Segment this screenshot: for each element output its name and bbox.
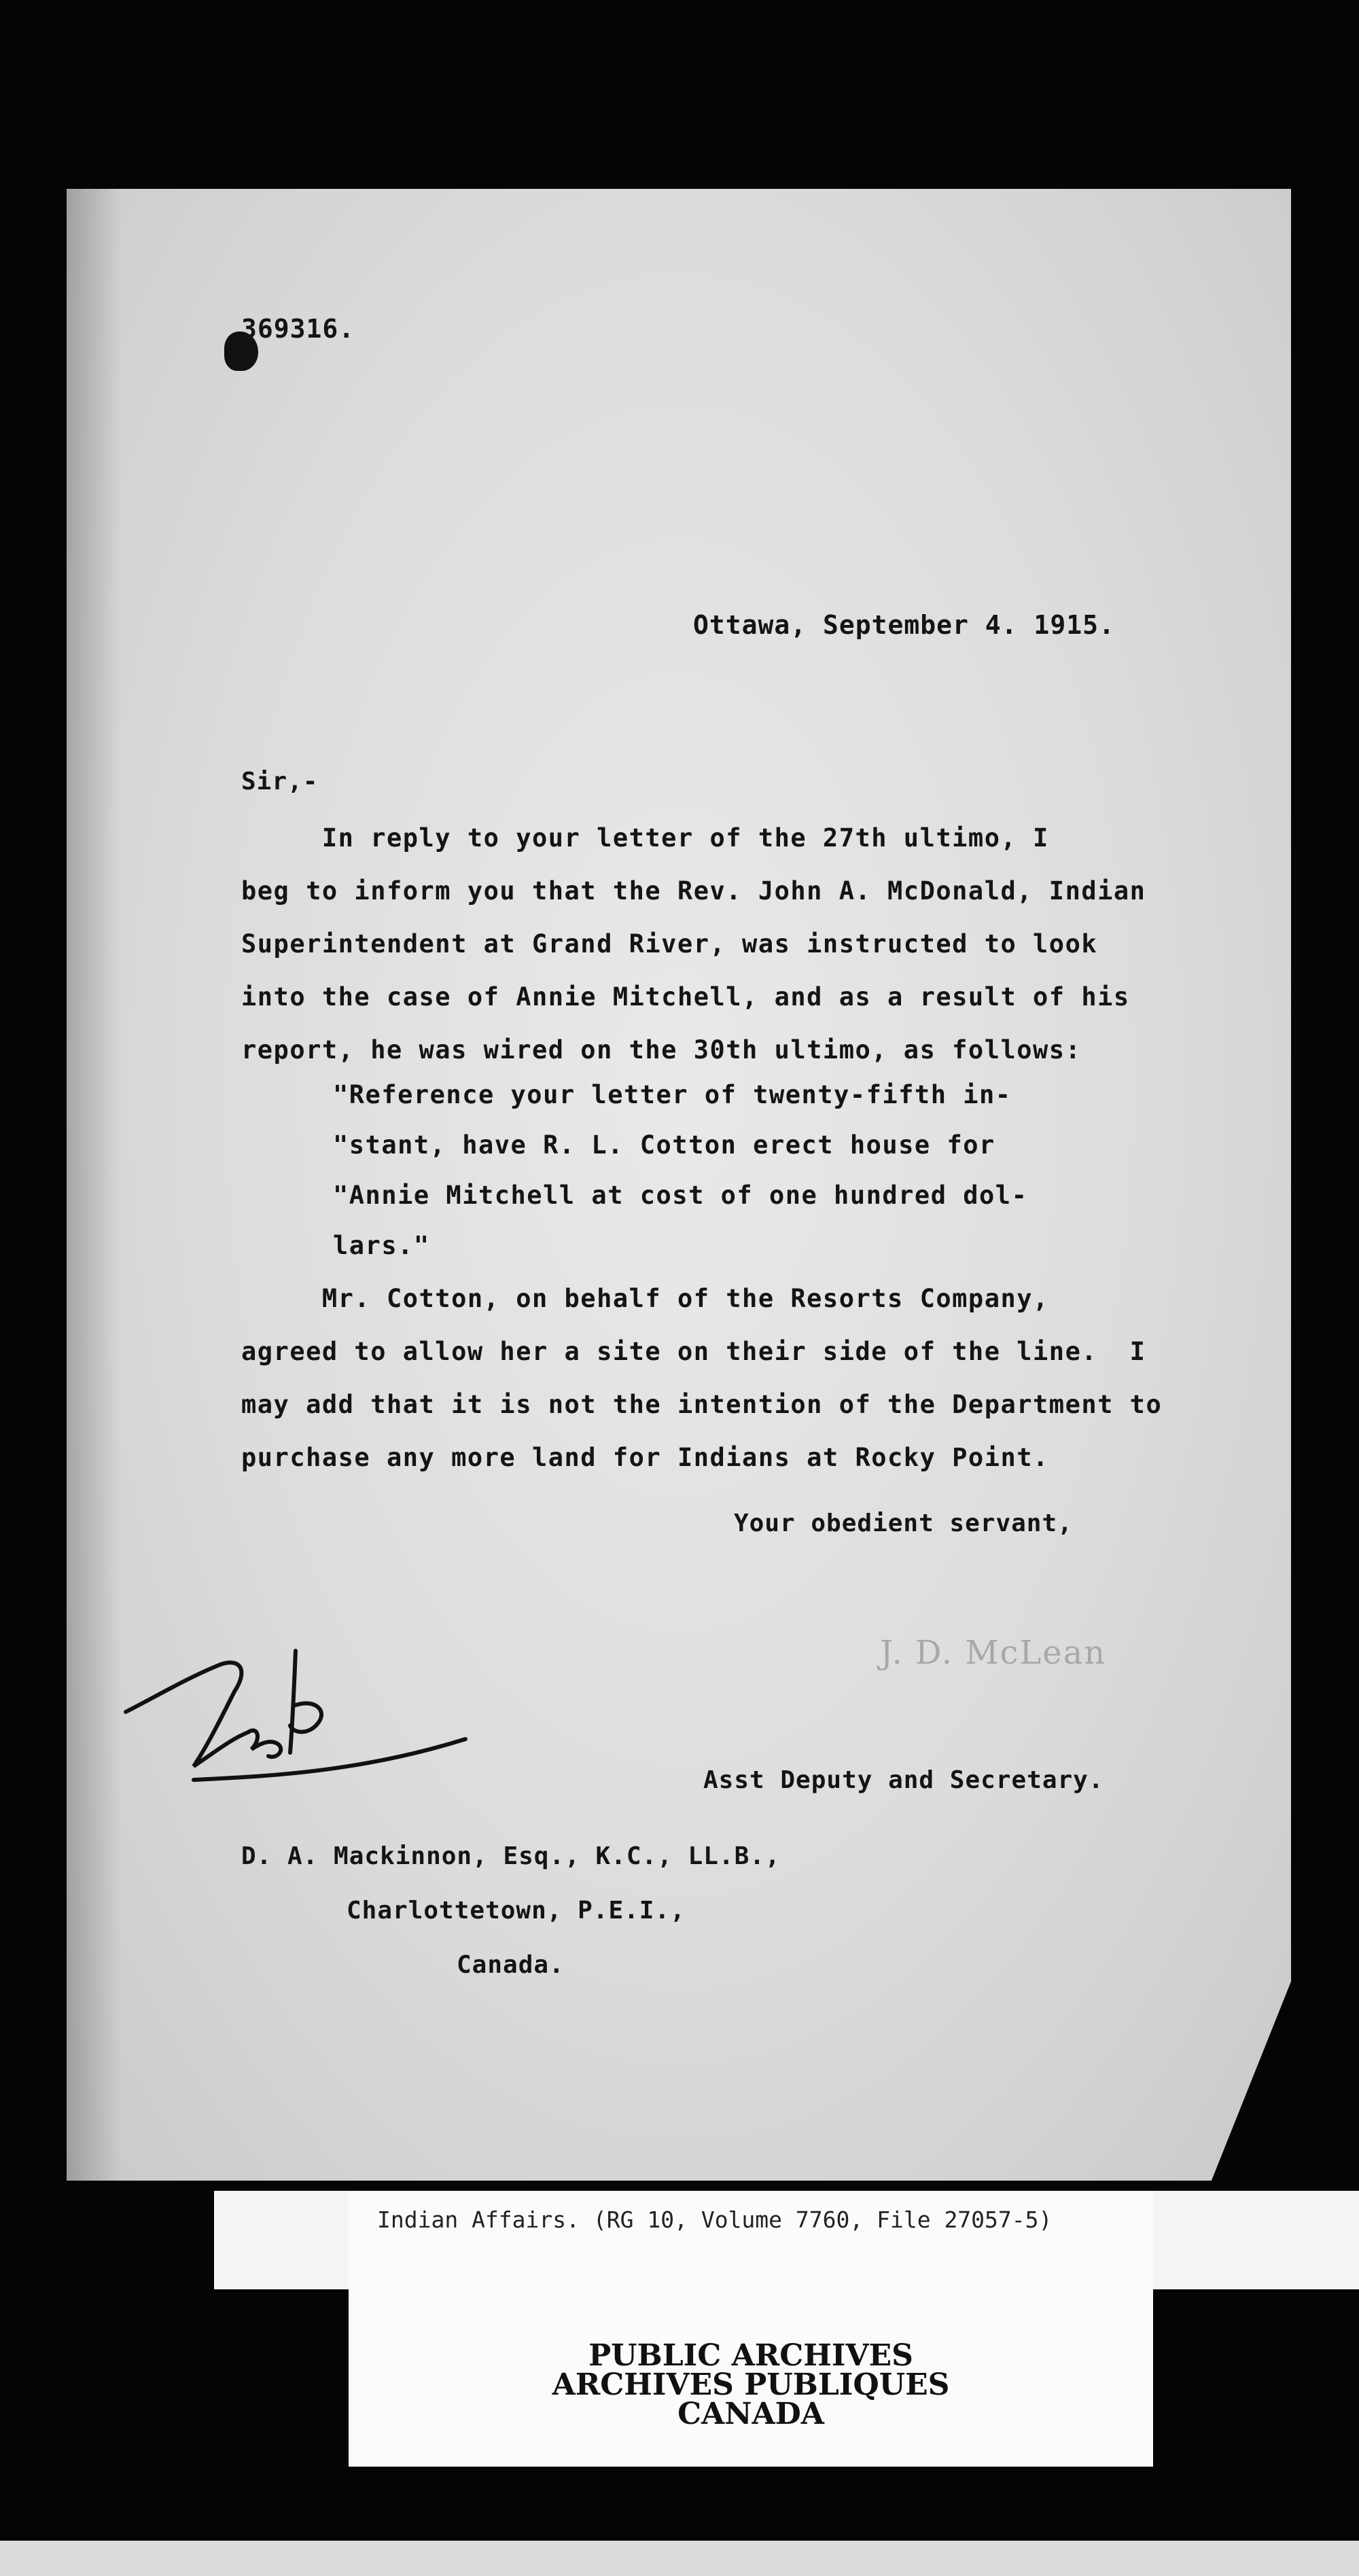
body-line: may add that it is not the intention of the Department to (241, 1390, 1163, 1419)
body-line: into the case of Annie Mitchell, and as a result of his (241, 982, 1130, 1012)
telegram-line: lars." (333, 1231, 430, 1260)
handwritten-initials (112, 1624, 493, 1800)
archive-name-fr: ARCHIVES PUBLIQUES (552, 2367, 950, 2402)
body-line: agreed to allow her a site on their side of the line. I (241, 1337, 1146, 1366)
telegram-line: "Annie Mitchell at cost of one hundred dol- (333, 1181, 1028, 1210)
telegram-line: "stant, have R. L. Cotton erect house for (333, 1130, 995, 1160)
body-line: Mr. Cotton, on behalf of the Resorts Company, (241, 1284, 1049, 1313)
body-line: beg to inform you that the Rev. John A. McDonald, Indian (241, 876, 1146, 906)
body-line: In reply to your letter of the 27th ultimo, I (241, 823, 1049, 853)
body-line: report, he was wired on the 30th ultimo, as follows: (241, 1035, 1082, 1065)
archive-reference: Indian Affairs. (RG 10, Volume 7760, File 27057-5) (377, 2206, 1053, 2233)
file-number: 369316. (241, 314, 355, 344)
closing: Your obedient servant, (734, 1509, 1073, 1537)
addressee-city: Charlottetown, P.E.I., (347, 1897, 686, 1925)
letter-date: Ottawa, September 4. 1915. (693, 610, 1115, 640)
salutation: Sir,- (241, 768, 319, 795)
archive-name-en: PUBLIC ARCHIVES (588, 2338, 913, 2373)
archive-country: CANADA (677, 2397, 824, 2431)
signatory-title: Asst Deputy and Secretary. (703, 1766, 1104, 1794)
addressee-name: D. A. Mackinnon, Esq., K.C., LL.B., (241, 1842, 781, 1870)
body-line: purchase any more land for Indians at Rocky Point. (241, 1443, 1049, 1472)
telegram-line: "Reference your letter of twenty-fifth in- (333, 1080, 1012, 1109)
bottom-strip (0, 2541, 1359, 2576)
signature-stamp: J. D. McLean (880, 1634, 1107, 1672)
addressee-country: Canada. (457, 1951, 565, 1979)
body-line: Superintendent at Grand River, was instructed to look (241, 929, 1098, 959)
